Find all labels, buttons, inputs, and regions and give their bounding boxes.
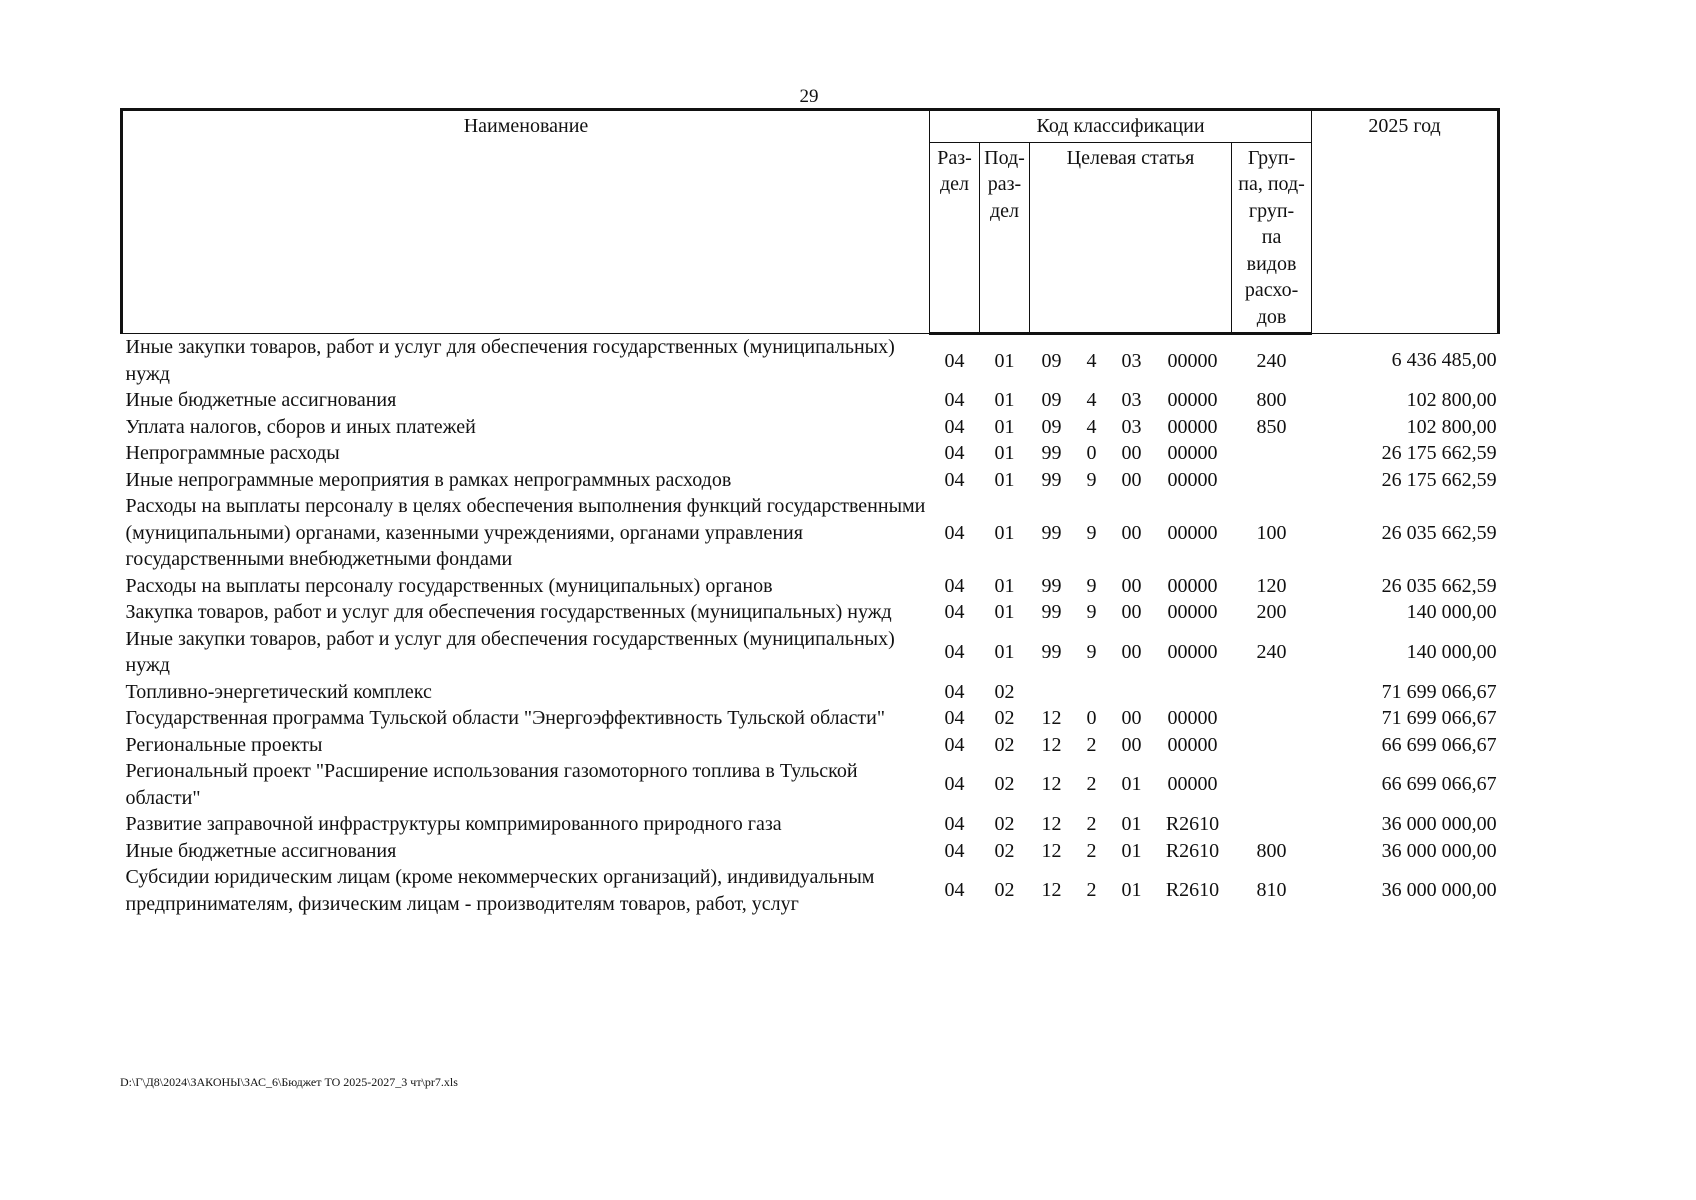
cell-name: Субсидии юридическим лицам (кроме некоммерческих организаций), индивидуальным предпринимателям, физическим лицам - производителям товаров, работ, услуг [125, 866, 875, 915]
cell-target-direction: 00000 [1167, 468, 1218, 491]
cell-name: Региональный проект "Расширение использования газомоторного топлива в Тульской области" [125, 760, 858, 809]
table-row [122, 440, 1499, 467]
cell-target-subprogram: 4 [1086, 349, 1097, 372]
cell-amount: 36 000 000,00 [1381, 813, 1497, 835]
cell-name: Расходы на выплаты персоналу в целях обеспечения выполнения функций государственными (муниципальными) органами, казенными учреждениями, органами управления государственными внебюджетными фондами [125, 495, 926, 570]
cell-razdel: 04 [944, 601, 965, 623]
cell-target-program: 99 [1041, 574, 1062, 597]
cell-podrazdel: 02 [994, 813, 1015, 835]
cell-target-subprogram: 9 [1086, 521, 1097, 544]
cell-target-event: 00 [1121, 601, 1142, 623]
cell-razdel: 04 [944, 389, 965, 411]
cell-amount: 26 035 662,59 [1381, 521, 1497, 544]
cell-target-event: 00 [1121, 640, 1142, 663]
cell-podrazdel: 01 [994, 415, 1015, 438]
table-row [122, 626, 1499, 679]
cell-target-subprogram: 9 [1086, 601, 1097, 623]
cell-amount: 26 175 662,59 [1381, 442, 1497, 464]
cell-razdel: 04 [944, 813, 965, 835]
cell-target-event: 00 [1121, 707, 1142, 729]
cell-amount: 71 699 066,67 [1381, 680, 1497, 703]
cell-target-subprogram: 9 [1086, 640, 1097, 663]
cell-target-program: 12 [1041, 813, 1062, 835]
cell-amount: 102 800,00 [1406, 415, 1497, 438]
cell-expense-type: 200 [1256, 601, 1287, 623]
cell-podrazdel: 02 [994, 680, 1015, 703]
header-year: 2025 год [1312, 110, 1499, 334]
cell-amount: 140 000,00 [1406, 601, 1497, 623]
cell-target-subprogram: 2 [1086, 879, 1097, 902]
cell-target-event: 01 [1121, 773, 1142, 796]
table-row [122, 467, 1499, 494]
cell-podrazdel: 01 [994, 468, 1015, 491]
cell-target-event: 00 [1121, 442, 1142, 464]
table-row [122, 864, 1499, 917]
cell-target-subprogram: 4 [1086, 415, 1097, 438]
cell-name: Непрограммные расходы [125, 442, 340, 464]
cell-razdel: 04 [944, 442, 965, 464]
cell-name: Иные непрограммные мероприятия в рамках непрограммных расходов [125, 468, 732, 491]
cell-podrazdel: 02 [994, 839, 1015, 862]
cell-razdel: 04 [944, 733, 965, 756]
cell-target-event: 03 [1121, 349, 1142, 372]
cell-target-event: 01 [1121, 813, 1142, 835]
header-expense-group: Груп- па, под- груп- па видов расхо- дов [1232, 142, 1312, 334]
cell-name: Региональные проекты [125, 733, 323, 756]
cell-target-program: 09 [1041, 415, 1062, 438]
cell-razdel: 04 [944, 349, 965, 372]
cell-razdel: 04 [944, 773, 965, 796]
table-row [122, 414, 1499, 441]
cell-target-subprogram: 4 [1086, 389, 1097, 411]
cell-target-subprogram: 9 [1086, 574, 1097, 597]
cell-target-direction: 00000 [1167, 707, 1218, 729]
cell-expense-type: 120 [1256, 574, 1287, 597]
cell-target-direction: 00000 [1167, 442, 1218, 464]
cell-podrazdel: 02 [994, 707, 1015, 729]
cell-target-event: 00 [1121, 468, 1142, 491]
cell-razdel: 04 [944, 839, 965, 862]
cell-target-subprogram: 2 [1086, 813, 1097, 835]
cell-expense-type [1232, 440, 1312, 467]
cell-name: Государственная программа Тульской области "Энергоэффективность Тульской области" [125, 707, 885, 729]
cell-target-program: 12 [1041, 773, 1062, 796]
cell-podrazdel: 02 [994, 879, 1015, 902]
cell-expense-type: 800 [1256, 389, 1287, 411]
cell-amount: 36 000 000,00 [1381, 879, 1497, 902]
cell-target-program: 09 [1041, 389, 1062, 411]
cell-expense-type: 100 [1256, 521, 1287, 544]
cell-name: Иные бюджетные ассигнования [125, 839, 397, 862]
cell-target-subprogram: 2 [1086, 733, 1097, 756]
table-row [122, 387, 1499, 414]
cell-expense-type [1232, 811, 1312, 838]
cell-expense-type: 810 [1256, 879, 1287, 902]
table-row [122, 334, 1499, 388]
cell-target-event: 03 [1121, 389, 1142, 411]
table-row [122, 679, 1499, 706]
cell-amount: 36 000 000,00 [1381, 839, 1497, 862]
cell-podrazdel: 02 [994, 773, 1015, 796]
cell-expense-type [1232, 679, 1312, 706]
table-header [122, 110, 1499, 334]
cell-target-program: 99 [1041, 601, 1062, 623]
table-row [122, 493, 1499, 573]
table-row [122, 573, 1499, 600]
cell-expense-type [1232, 467, 1312, 494]
cell-podrazdel: 02 [994, 733, 1015, 756]
cell-name: Закупка товаров, работ и услуг для обеспечения государственных (муниципальных) нужд [125, 601, 892, 623]
table-row [122, 758, 1499, 811]
cell-name: Иные бюджетные ассигнования [125, 389, 397, 411]
cell-name: Иные закупки товаров, работ и услуг для обеспечения государственных (муниципальных) нужд [125, 627, 895, 676]
cell-target-direction: 00000 [1167, 349, 1218, 372]
cell-target-direction: 00000 [1167, 415, 1218, 438]
cell-podrazdel: 01 [994, 389, 1015, 411]
table-row [122, 838, 1499, 865]
cell-name: Топливно-энергетический комплекс [125, 680, 432, 703]
cell-target-program: 99 [1041, 521, 1062, 544]
cell-expense-type: 850 [1256, 415, 1287, 438]
cell-amount: 26 035 662,59 [1381, 574, 1497, 597]
cell-name: Расходы на выплаты персоналу государственных (муниципальных) органов [125, 574, 773, 597]
cell-expense-type: 800 [1256, 839, 1287, 862]
cell-target-subprogram: 2 [1086, 839, 1097, 862]
header-target-article: Целевая статья [1030, 142, 1232, 334]
page-number: 29 [799, 86, 819, 107]
cell-razdel: 04 [944, 680, 965, 703]
cell-amount: 71 699 066,67 [1381, 707, 1497, 729]
cell-target-subprogram [1074, 679, 1110, 706]
cell-target-program: 12 [1041, 733, 1062, 756]
budget-table [120, 108, 1500, 917]
cell-name: Развитие заправочной инфраструктуры компримированного природного газа [125, 813, 782, 835]
cell-target-direction: 00000 [1167, 601, 1218, 623]
cell-target-event: 00 [1121, 733, 1142, 756]
cell-expense-type [1232, 705, 1312, 732]
cell-target-direction: 00000 [1167, 521, 1218, 544]
cell-razdel: 04 [944, 521, 965, 544]
cell-amount: 102 800,00 [1406, 389, 1497, 411]
cell-amount: 66 699 066,67 [1381, 773, 1497, 796]
cell-target-program: 09 [1041, 349, 1062, 372]
cell-razdel: 04 [944, 707, 965, 729]
cell-target-program [1030, 679, 1074, 706]
cell-target-program: 12 [1041, 707, 1062, 729]
cell-razdel: 04 [944, 879, 965, 902]
cell-podrazdel: 01 [994, 521, 1015, 544]
cell-podrazdel: 01 [994, 640, 1015, 663]
cell-target-program: 99 [1041, 442, 1062, 464]
cell-target-program: 12 [1041, 879, 1062, 902]
cell-target-direction: 00000 [1167, 640, 1218, 663]
cell-expense-type [1232, 758, 1312, 811]
cell-target-direction: 00000 [1167, 389, 1218, 411]
cell-podrazdel: 01 [994, 601, 1015, 623]
cell-target-subprogram: 9 [1086, 468, 1097, 491]
cell-target-event: 00 [1121, 521, 1142, 544]
cell-target-event: 01 [1121, 879, 1142, 902]
cell-target-event [1110, 679, 1154, 706]
cell-target-direction: 00000 [1167, 773, 1218, 796]
cell-target-event: 00 [1121, 574, 1142, 597]
file-path-footer: D:\Г\Д8\2024\ЗАКОНЫ\ЗАС_6\Бюджет ТО 2025-2027_3 чт\pr7.xls [120, 1075, 458, 1089]
table-row [122, 599, 1499, 626]
cell-target-subprogram: 0 [1086, 442, 1097, 464]
cell-target-program: 99 [1041, 468, 1062, 491]
cell-name: Уплата налогов, сборов и иных платежей [125, 415, 476, 438]
cell-target-direction: 00000 [1167, 574, 1218, 597]
cell-target-direction: R2610 [1165, 839, 1220, 862]
cell-target-subprogram: 2 [1086, 773, 1097, 796]
cell-name: Иные закупки товаров, работ и услуг для обеспечения государственных (муниципальных) нужд [125, 336, 895, 385]
cell-expense-type: 240 [1256, 640, 1287, 663]
header-podrazdel: Под- раз- дел [980, 142, 1030, 334]
cell-podrazdel: 01 [994, 349, 1015, 372]
cell-target-program: 12 [1041, 839, 1062, 862]
cell-razdel: 04 [944, 640, 965, 663]
table-row [122, 811, 1499, 838]
cell-podrazdel: 01 [994, 442, 1015, 464]
cell-target-direction [1154, 679, 1232, 706]
cell-target-program: 99 [1041, 640, 1062, 663]
cell-target-direction: R2610 [1165, 813, 1220, 835]
cell-razdel: 04 [944, 468, 965, 491]
cell-razdel: 04 [944, 574, 965, 597]
header-code-group: Код классификации [930, 110, 1312, 143]
cell-expense-type: 240 [1256, 349, 1287, 372]
cell-expense-type [1232, 732, 1312, 759]
cell-target-event: 01 [1121, 839, 1142, 862]
cell-razdel: 04 [944, 415, 965, 438]
cell-amount: 26 175 662,59 [1381, 468, 1497, 491]
cell-amount: 66 699 066,67 [1381, 733, 1497, 756]
cell-amount: 140 000,00 [1406, 640, 1497, 663]
table-body [122, 334, 1499, 918]
header-razdel: Раз- дел [930, 142, 980, 334]
table-row [122, 705, 1499, 732]
cell-target-direction: 00000 [1167, 733, 1218, 756]
cell-target-direction: R2610 [1165, 879, 1220, 902]
cell-podrazdel: 01 [994, 574, 1015, 597]
cell-target-event: 03 [1121, 415, 1142, 438]
cell-amount: 6 436 485,00 [1391, 349, 1497, 372]
header-name: Наименование [122, 110, 930, 334]
table-row [122, 732, 1499, 759]
cell-target-subprogram: 0 [1086, 707, 1097, 729]
